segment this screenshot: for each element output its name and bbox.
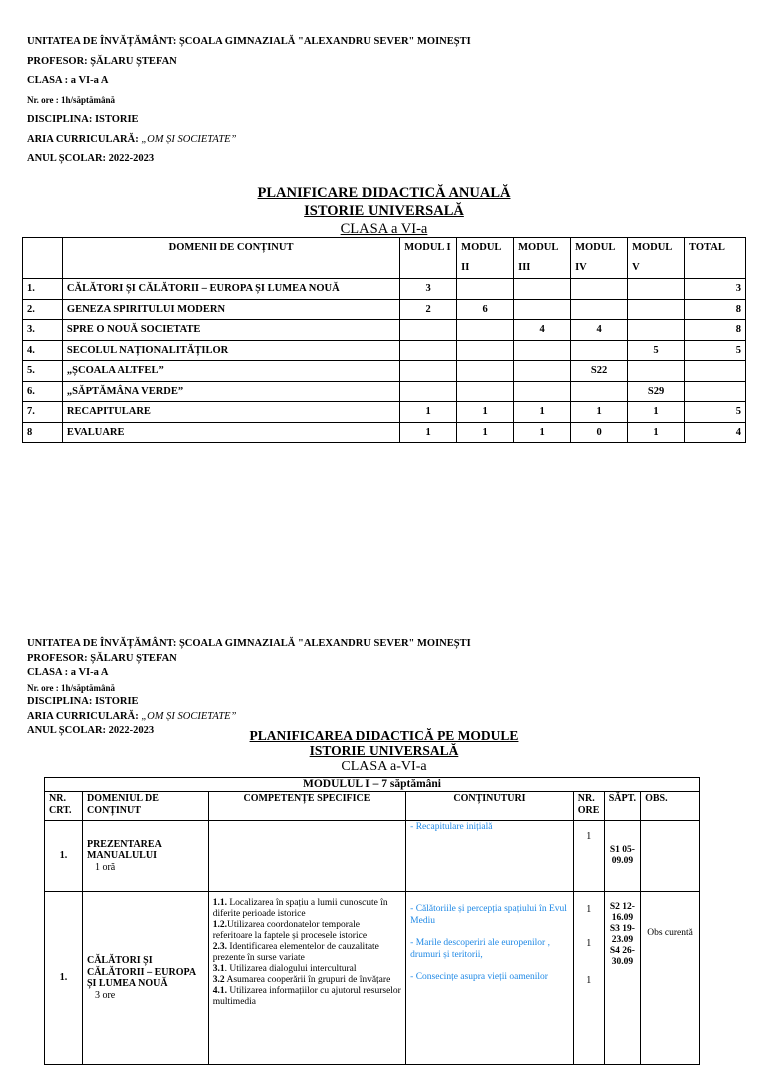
module-plan-title-line1: PLANIFICAREA DIDACTICĂ PE MODULE (249, 728, 519, 743)
column-header-domain: DOMENII DE CONȚINUT (62, 238, 399, 279)
column-header-module-1: MODUL I (400, 238, 457, 279)
hours-cell (573, 892, 604, 1065)
table-row (23, 381, 746, 402)
domain-title: CĂLĂTORI ȘI CĂLĂTORII – EUROPA ȘI LUMEA NOUĂ (86, 955, 196, 989)
competence-item: 1.2.Utilizarea coordonatelor temporale referitoare la faptele și procesele istorice (212, 920, 368, 941)
table-row (23, 279, 746, 300)
hours-per-week: Nr. ore : 1h/săptămână (27, 94, 116, 105)
column-header-domain: DOMENIUL DE CONȚINUT (82, 792, 208, 821)
module-cell: 1 (400, 422, 457, 443)
hours-value: 1 (586, 904, 592, 915)
module-cell (400, 340, 457, 361)
discipline: DISCIPLINA: ISTORIE (27, 696, 139, 707)
curricular-area-label: ARIA CURRICULARĂ: (27, 133, 142, 145)
total-cell (685, 381, 746, 402)
module-cell (514, 279, 571, 300)
module-cell (571, 299, 628, 320)
week-value: S4 26-30.09 (609, 946, 635, 967)
week-value: S3 19-23.09 (609, 924, 635, 945)
competence-item: 3.2 Asumarea cooperării în grupuri de învățare (212, 975, 391, 985)
module-cell: 4 (571, 320, 628, 341)
hours-value: 1 (586, 975, 592, 986)
module-cell (457, 320, 514, 341)
total-cell: 4 (685, 422, 746, 443)
domain-cell: SPRE O NOUĂ SOCIETATE (62, 320, 399, 341)
column-header-contents: CONȚINUTURI (406, 792, 574, 821)
module-cell: 1 (628, 422, 685, 443)
annual-plan-title-line2: ISTORIE UNIVERSALĂ (304, 203, 464, 219)
total-cell: 3 (685, 279, 746, 300)
column-header-module-5: MODUL V (628, 238, 685, 279)
module-plan-title-line2: ISTORIE UNIVERSALĂ (309, 743, 459, 758)
module-cell: 2 (400, 299, 457, 320)
document-header-page2 (27, 637, 471, 739)
curricular-area (27, 130, 471, 150)
domain-title: PREZENTAREA MANUALULUI (86, 838, 162, 862)
domain-hours: 1 oră (94, 861, 116, 873)
table-row (23, 422, 746, 443)
school-year: ANUL ȘCOLAR: 2022-2023 (27, 153, 155, 164)
module-cell (514, 381, 571, 402)
module-cell (457, 340, 514, 361)
competence-item: 4.1. Utilizarea informațiilor cu ajutorul resurselor multimedia (212, 986, 401, 1007)
table-row (23, 340, 746, 361)
table-row (45, 892, 700, 1065)
module-cell: 4 (514, 320, 571, 341)
column-header-module-3: MODUL III (514, 238, 571, 279)
week-cell: S1 05-09.09 (604, 821, 640, 892)
school-unit: UNITATEA DE ÎNVĂȚĂMÂNT: ȘCOALA GIMNAZIALĂ "ALEXANDRU SEVER" MOINEȘTI (27, 36, 471, 47)
curricular-area-value: „OM ȘI SOCIETATE” (141, 133, 237, 145)
row-number: 1. (23, 279, 63, 300)
document-header (27, 32, 471, 169)
obs-cell (641, 821, 700, 892)
column-header-nr (23, 238, 63, 279)
module-cell (571, 381, 628, 402)
module-title-row (45, 778, 700, 792)
table-row (23, 361, 746, 382)
table-row (23, 299, 746, 320)
competence-item: 3.1. Utilizarea dialogului intercultural (212, 964, 357, 974)
hours-per-week: Nr. ore : 1h/săptămână (27, 682, 116, 693)
module-cell (457, 381, 514, 402)
row-number: 8 (23, 422, 63, 443)
row-number: 3. (23, 320, 63, 341)
domain-hours: 3 ore (94, 989, 116, 1001)
module-cell: 1 (457, 402, 514, 423)
row-number: 5. (23, 361, 63, 382)
domain-cell: „ȘCOALA ALTFEL” (62, 361, 399, 382)
column-header-week: SĂPT. (604, 792, 640, 821)
module-cell: 1 (571, 402, 628, 423)
row-number: 1. (45, 821, 83, 892)
module-cell (571, 279, 628, 300)
module-cell (514, 340, 571, 361)
domain-cell: EVALUARE (62, 422, 399, 443)
annual-plan-title-line3: CLASA a VI-a (340, 221, 428, 237)
column-header-total: TOTAL (685, 238, 746, 279)
domain-cell: RECAPITULARE (62, 402, 399, 423)
module-cell: 1 (514, 422, 571, 443)
module-cell: S29 (628, 381, 685, 402)
module-cell: 1 (628, 402, 685, 423)
domain-cell: „SĂPTĂMÂNA VERDE” (62, 381, 399, 402)
contents-cell (406, 892, 574, 1065)
week-cell (604, 892, 640, 1065)
module-cell: 6 (457, 299, 514, 320)
competence-item: 1.1. Localizarea în spațiu a lumii cunoscute în diferite perioade istorice (212, 898, 388, 919)
module-cell: 1 (400, 402, 457, 423)
domain-cell: SECOLUL NAȚIONALITĂȚILOR (62, 340, 399, 361)
module-plan-title (0, 728, 768, 776)
domain-cell (82, 821, 208, 892)
class-name: CLASA : a VI-a A (27, 667, 109, 678)
content-item: - Călătoriile și percepția spațiului în Evul Mediu (410, 904, 567, 926)
hours-value: 1 (586, 938, 592, 949)
content-item: - Marile descoperiri ale europenilor , drumuri și teritorii, (410, 938, 550, 960)
module-plan-table (44, 777, 700, 1065)
module-cell (514, 361, 571, 382)
class-name: CLASA : a VI-a A (27, 75, 109, 86)
week-value: S2 12-16.09 (609, 902, 635, 923)
module-cell (628, 299, 685, 320)
curricular-area (27, 710, 471, 725)
module-cell (400, 361, 457, 382)
module-cell (628, 279, 685, 300)
module-cell (628, 361, 685, 382)
teacher-name: PROFESOR: ȘĂLARU ȘTEFAN (27, 652, 177, 664)
discipline: DISCIPLINA: ISTORIE (27, 114, 139, 125)
domain-cell: GENEZA SPIRITULUI MODERN (62, 299, 399, 320)
total-cell: 5 (685, 402, 746, 423)
domain-cell: CĂLĂTORI ȘI CĂLĂTORII – EUROPA ȘI LUMEA NOUĂ (62, 279, 399, 300)
module-cell (628, 320, 685, 341)
module-cell (571, 340, 628, 361)
module-title: MODULUL I – 7 săptămâni (45, 778, 700, 792)
obs-cell: Obs curentă (641, 892, 700, 1065)
row-number: 7. (23, 402, 63, 423)
column-header-module-2: MODUL II (457, 238, 514, 279)
competences-cell (208, 892, 405, 1065)
module-cell: 3 (400, 279, 457, 300)
module-cell: 5 (628, 340, 685, 361)
annual-plan-title-line1: PLANIFICARE DIDACTICĂ ANUALĂ (257, 185, 511, 201)
annual-plan-title (0, 184, 768, 238)
module-cell: S22 (571, 361, 628, 382)
total-cell: 8 (685, 320, 746, 341)
module-cell: 0 (571, 422, 628, 443)
module-cell (457, 279, 514, 300)
competence-item: 2.3. Identificarea elementelor de cauzalitate prezente în surse variate (212, 942, 379, 963)
content-item: - Consecințe asupra vieții oamenilor (410, 972, 548, 982)
curricular-area-label: ARIA CURRICULARĂ: (27, 710, 142, 722)
module-plan-title-line3: CLASA a-VI-a (341, 759, 427, 774)
domain-cell (82, 892, 208, 1065)
table-header-row (23, 238, 746, 279)
content-item: - Recapitulare inițială (410, 822, 493, 832)
total-cell (685, 361, 746, 382)
table-row (45, 821, 700, 892)
contents-cell (406, 821, 574, 892)
total-cell: 5 (685, 340, 746, 361)
curricular-area-value: „OM ȘI SOCIETATE” (141, 710, 237, 722)
module-cell: 1 (457, 422, 514, 443)
competences-cell (208, 821, 405, 892)
table-row (23, 320, 746, 341)
column-header-competences: COMPETENȚE SPECIFICE (208, 792, 405, 821)
column-header-nr: NR. CRT. (45, 792, 83, 821)
row-number: 2. (23, 299, 63, 320)
column-header-obs: OBS. (641, 792, 700, 821)
row-number: 4. (23, 340, 63, 361)
module-cell (457, 361, 514, 382)
module-cell (400, 320, 457, 341)
column-header-hours: NR. ORE (573, 792, 604, 821)
school-year: ANUL ȘCOLAR: 2022-2023 (27, 725, 155, 736)
hours-cell: 1 (573, 821, 604, 892)
total-cell: 8 (685, 299, 746, 320)
module-cell (514, 299, 571, 320)
table-row (23, 402, 746, 423)
school-unit: UNITATEA DE ÎNVĂȚĂMÂNT: ȘCOALA GIMNAZIALĂ "ALEXANDRU SEVER" MOINEȘTI (27, 638, 471, 649)
module-cell: 1 (514, 402, 571, 423)
row-number: 1. (45, 892, 83, 1065)
table-header-row (45, 792, 700, 821)
module-cell (400, 381, 457, 402)
annual-plan-table (22, 237, 746, 443)
teacher-name: PROFESOR: ȘĂLARU ȘTEFAN (27, 55, 177, 67)
row-number: 6. (23, 381, 63, 402)
column-header-module-4: MODUL IV (571, 238, 628, 279)
